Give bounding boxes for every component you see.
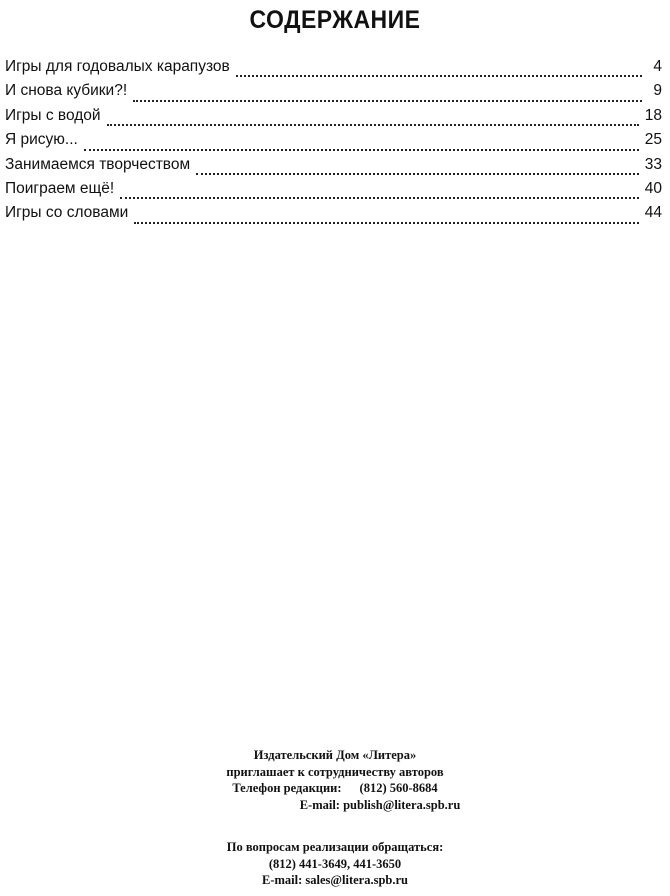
toc-entry-title: Поиграем ещё! bbox=[5, 179, 115, 197]
sales-phones: (812) 441-3649, 441-3650 bbox=[268, 856, 402, 871]
toc-entry bbox=[5, 107, 662, 131]
toc-entry bbox=[5, 204, 662, 228]
editorial-phone: (812) 560-8684 bbox=[359, 781, 438, 795]
page-title: СОДЕРЖАНИЕ bbox=[249, 6, 421, 34]
dot-leader bbox=[120, 197, 639, 199]
invitation-text: приглашает к сотрудничеству авторов bbox=[226, 764, 444, 779]
toc-entry bbox=[5, 58, 662, 82]
dot-leader bbox=[84, 149, 639, 151]
toc-entry bbox=[5, 156, 662, 180]
dot-leader bbox=[134, 222, 638, 224]
toc-entry-title: Я рисую... bbox=[5, 131, 78, 149]
toc-entry-page: 44 bbox=[644, 204, 662, 222]
toc-entry-page: 33 bbox=[644, 155, 662, 173]
toc-entry-page: 18 bbox=[644, 106, 662, 124]
toc-entry-page: 40 bbox=[644, 179, 662, 197]
dot-leader bbox=[133, 100, 642, 102]
toc-entry-title: И снова кубики?! bbox=[5, 82, 128, 100]
table-of-contents bbox=[5, 58, 662, 229]
editorial-phone-row bbox=[0, 780, 670, 797]
sales-contacts bbox=[0, 839, 670, 889]
toc-entry-title: Игры со словами bbox=[5, 204, 129, 222]
toc-entry-title: Игры с водой bbox=[5, 106, 101, 124]
editorial-email: E-mail: publish@litera.spb.ru bbox=[299, 797, 461, 812]
toc-entry-page: 25 bbox=[644, 131, 662, 149]
dot-leader bbox=[107, 124, 639, 126]
toc-entry-page: 9 bbox=[653, 82, 662, 100]
toc-entry-title: Игры для годовалых карапузов bbox=[5, 58, 230, 75]
publisher-imprint bbox=[0, 747, 670, 813]
publisher-name: Издательский Дом «Литера» bbox=[253, 748, 417, 762]
toc-entry bbox=[5, 82, 662, 106]
dot-leader bbox=[196, 173, 639, 175]
sales-email: E-mail: sales@litera.spb.ru bbox=[262, 873, 408, 887]
editorial-phone-label: Телефон редакции: bbox=[232, 781, 342, 795]
toc-entry bbox=[5, 180, 662, 204]
sales-heading: По вопросам реализации обращаться: bbox=[226, 840, 444, 854]
toc-entry-page: 4 bbox=[653, 58, 662, 75]
dot-leader bbox=[236, 75, 642, 77]
toc-entry-title: Занимаемся творчеством bbox=[5, 155, 191, 173]
toc-entry bbox=[5, 131, 662, 155]
